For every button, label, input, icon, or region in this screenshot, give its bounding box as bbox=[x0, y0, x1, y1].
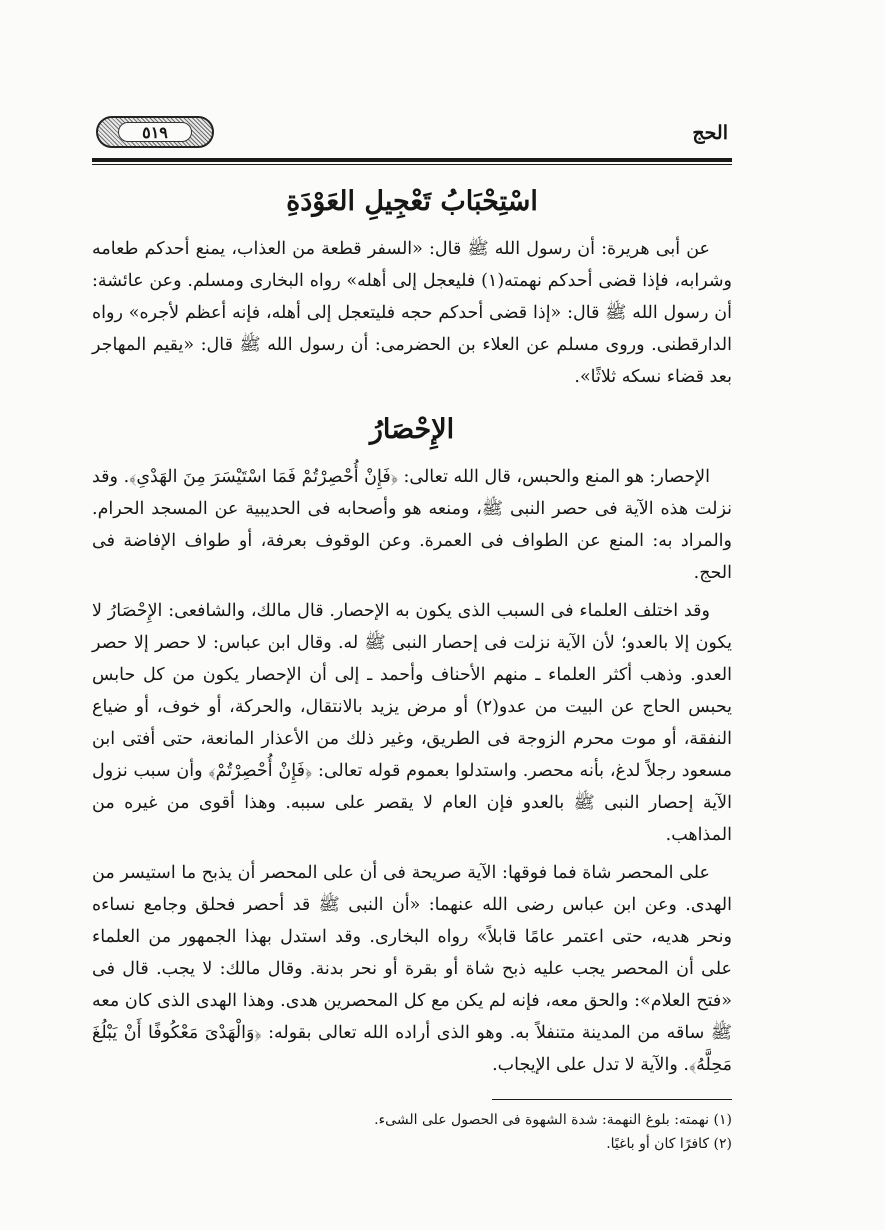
footnote-separator bbox=[492, 1099, 732, 1100]
paragraph-ihsar-definition: الإحصار: هو المنع والحبس، قال الله تعالى: ﴿فَإِنْ أُحْصِرْتُمْ فَمَا اسْتَيْسَرَ مِنَ الهَدْىِ﴾. وقد نزلت هذه الآية فى حصر النبى ﷺ، ومنعه هو وأصحابه فى الحديبية عن المسجد الحرام. والمراد به: المنع عن الطواف فى العمرة. وعن الوقوف بعرفة، أو طواف الإفاضة فى الحج. bbox=[92, 466, 732, 583]
page-number-badge bbox=[96, 116, 214, 148]
page-number: ٥١٩ bbox=[118, 122, 192, 142]
paragraph-ihsar-sacrifice: على المحصر شاة فما فوقها: الآية صريحة فى أن على المحصر أن يذبح ما استيسر من الهدى. وعن ابن عباس رضى الله عنهما: «أن النبى ﷺ قد أحصر فحلق وجامع نساءه ونحر هديه، حتى اعتمر عامًا قابلاً» رواه البخارى. وقد استدل بهذا الجمهور من العلماء على أن المحصر يجب عليه ذبح شاة أو بقرة أو نحر بدنة. وقال مالك: لا يجب. قال فى «فتح العلام»: والحق معه، فإنه لم يكن مع كل المحصرين هدى. وهذا الهدى الذى كان معه ﷺ ساقه من المدينة متنفلاً به. وهو الذى أراده الله تعالى بقوله: ﴿وَالْهَدْىَ مَعْكُوفًا أَنْ يَبْلُغَ مَحِلَّهُ﴾. والآية لا تدل على الإيجاب. bbox=[92, 862, 732, 1075]
section-heading-ihsar: الإِحْصَارُ bbox=[369, 413, 455, 445]
footnote-1: (١) نهمته: بلوغ النهمة: شدة الشهوة فى الحصول على الشىء. bbox=[374, 1111, 732, 1128]
running-title: الحج bbox=[692, 122, 728, 144]
page-header bbox=[92, 112, 732, 158]
paragraph-ihsar-causes: وقد اختلف العلماء فى السبب الذى يكون به الإحصار. قال مالك، والشافعى: الإِحْصَارُ لا يكون إلا بالعدو؛ لأن الآية نزلت فى إحصار النبى ﷺ له. وقال ابن عباس: لا حصر إلا حصر العدو. وذهب أكثر العلماء ـ منهم الأحناف وأحمد ـ إلى أن الإحصار يكون من كل حابس يحبس الحاج عن البيت من عدو(٢) أو مرض يزيد بالانتقال، والحركة، أو خوف، أو ضياع النفقة، أو موت محرم الزوجة فى الطريق، وغير ذلك من الأعذار المانعة، حتى أفتى ابن مسعود رجلاً لدغ، بأنه محصر. واستدلوا بعموم قوله تعالى: ﴿فَإِنْ أُحْصِرْتُمْ﴾ وأن سبب نزول الآية إحصار النبى ﷺ بالعدو فإن العام لا يقصر على سببه. وهذا أقوى من غيره من المذاهب. bbox=[92, 600, 732, 845]
footnote-2: (٢) كافرًا كان أو باغيًا. bbox=[606, 1135, 732, 1152]
book-page bbox=[92, 112, 732, 1156]
paragraph-early-return: عن أبى هريرة: أن رسول الله ﷺ قال: «السفر قطعة من العذاب، يمنع أحدكم طعامه وشرابه، فإذا قضى أحدكم نهمته(١) فليعجل إلى أهله» رواه البخارى ومسلم. وعن عائشة: أن رسول الله ﷺ قال: «إذا قضى أحدكم حجه فليتعجل إلى أهله، فإنه أعظم لأجره» رواه الدارقطنى. وروى مسلم عن العلاء بن الحضرمى: أن رسول الله ﷺ قال: «يقيم المهاجر بعد قضاء نسكه ثلاثًا». bbox=[92, 238, 732, 387]
section-heading-early-return: اسْتِحْبَابُ تَعْجِيلِ العَوْدَةِ bbox=[286, 186, 538, 217]
footnotes bbox=[92, 1108, 732, 1156]
header-rule-thick bbox=[92, 158, 732, 162]
header-rule-thin bbox=[92, 164, 732, 165]
